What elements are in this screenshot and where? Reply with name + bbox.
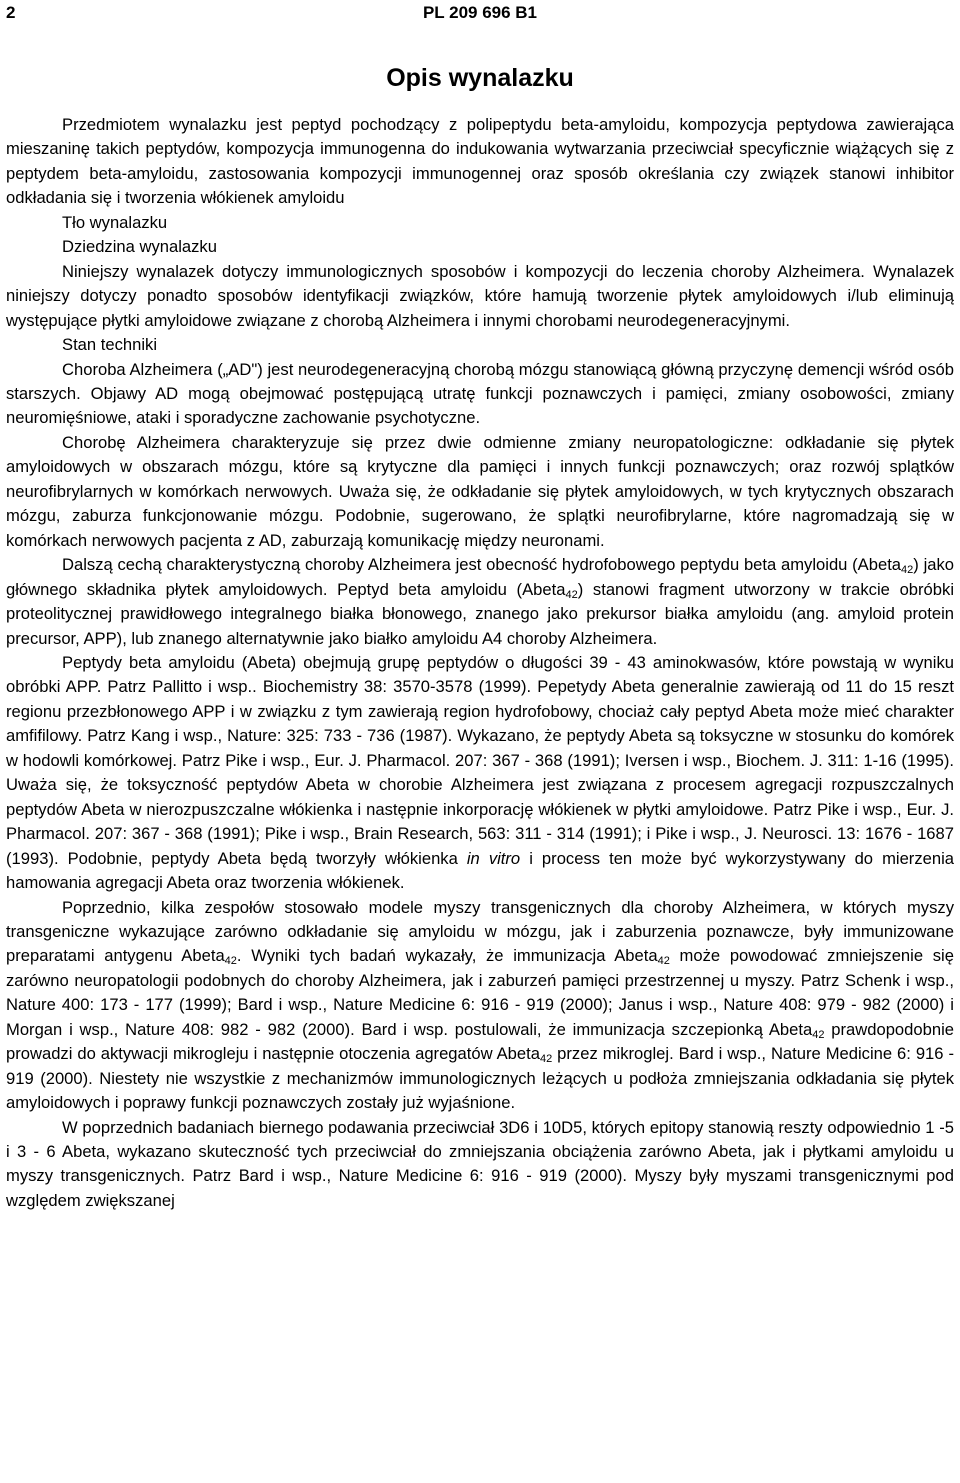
text-run: Poprzednio, kilka zespołów stosowało modele myszy transgenicznych dla choroby Alzheimera, w których myszy transgeniczne wykazujące zarówno odkładanie się amyloidu w mózgu, jak i zaburzenia poznawcze, były immunizowane preparatami antygenu Abeta: [6, 897, 954, 966]
text-run: ) jako głównego składnika płytek amyloidowych. Peptyd beta amyloidu (Abeta: [6, 555, 955, 599]
text-run: ) stanowi fragment utworzony w trakcie obróbki proteolitycznej prawidłowego integralnego białka błonowego, znanego jako prekursor białka amyloidu (ang. amyloid protein precursor, APP), lub znanego alternatywnie jako białko amyloidu A4 choroby Alzheimera.: [6, 579, 955, 648]
text-run: Dalszą cechą charakterystyczną choroby Alzheimera jest obecność hydrofobowego peptydu beta amyloidu (Abeta: [62, 555, 902, 575]
text-run: . Wyniki tych badań wykazały, że immunizacja Abeta: [236, 946, 658, 966]
paragraph-neuropathology: Chorobę Alzheimera charakteryzuje się przez dwie odmienne zmiany neuropatologiczne: odkładanie się płytek amyloidowych w obszarach mózgu, które są krytyczne dla pamięci i innych funkcji poznawczych; oraz rozwój splątków neurofibrylarnych w komórkach nerwowych. Uważa się, że odkładanie się płytek amyloidowych, w tych krytycznych obszarach mózgu, zaburza funkcjonowanie mózgu. Podobnie, sugerowano, że splątki neurofibrylarne, które nagromadzają się w komórkach nerwowych pacjenta z AD, zaburzają komunikację między neuronami.: [6, 432, 954, 550]
text-run: może powodować zmniejszenie się zarówno neuropatologii podobnych do choroby Alzheimera, jak i zaburzeń pamięci przestrzennej u myszy. Patrz Schenk i wsp., Nature 400: 173 - 177 (1999); Bard i wsp., Nature Medicine 6: 916 - 919 (2000); Janus i wsp., Nature 408: 979 - 982 (2000) i Morgan i wsp., Nature 408: 982 - 982 (2000). Bard i wsp. postulowali, że immunizacja szczepionką Abeta: [6, 946, 954, 1039]
document-body: [6, 113, 954, 1213]
patent-id: PL 209 696 B1: [422, 3, 538, 22]
text-run: przez mikroglej. Bard i wsp., Nature Medicine 6: 916 - 919 (2000). Niestety nie wszystkie z mechanizmów immunologicznych leżących u podłoża zmniejszania odkładania się płytek amyloidowych i poprawy funkcji poznawczych zostały już wyjaśnione.: [6, 1044, 954, 1113]
subscript: 42: [565, 588, 578, 601]
section-heading-background: Tło wynalazku: [62, 212, 168, 232]
page-number: 2: [6, 3, 16, 22]
document-title: Opis wynalazku: [386, 64, 574, 92]
page-header: [6, 0, 954, 26]
text-run: prawdopodobnie prowadzi do aktywacji mikrogleju i następnie otoczenia agregatów Abeta: [6, 1019, 954, 1064]
text-run: Peptydy beta amyloidu (Abeta) obejmują grupę peptydów o długości 39 - 43 aminokwasów, które powstają w wyniku obróbki APP. Patrz Pallitto i wsp.. Biochemistry 38: 3570-3578 (1999). Pepetydy Abeta generalnie zawierają od 11 do 15 reszt regionu przezbłonowego APP i w związku z tym zawierają region hydrofobowy, chociaż cały peptyd Abeta może mieć charakter amfifilowy. Patrz Kang i wsp., Nature: 325: 733 - 736 (1987). Wykazano, że peptydy Abeta są toksyczne w stosunku do komórek w hodowli komórkowej. Patrz Pike i wsp., Eur. J. Pharmacol. 207: 367 - 368 (1991); Iversen i wsp., Biochem. J. 311: 1-16 (1995). Uważa się, że toksyczność peptydów Abeta w chorobie Alzheimera jest związana z procesem agregacji rozpuszczalnych peptydów Abeta w nierozpuszczalne włókienka i następnie inkorporację włókienek w płytki amyloidowe. Patrz Pike i wsp., Eur. J. Pharmacol. 207: 367 - 368 (1991); Pike i wsp., Brain Research, 563: 311 - 314 (1991); i Pike i wsp., J. Neurosci. 13: 1676 - 1687 (1993). Podobnie, peptydy Abeta będą tworzyły włókienka: [6, 652, 954, 868]
paragraph-subject: Przedmiotem wynalazku jest peptyd pochodzący z polipeptydu beta-amyloidu, kompozycja peptydowa zawierająca mieszaninę takich peptydów, kompozycja immunogenna do indukowania wytwarzania przeciwciał specyficznie wiążących się z peptydem beta-amyloidu, zastosowania kompozycji immunogennej oraz sposób określania czy związek stanowi inhibitor odkładania się i tworzenia włókienek amyloidu: [6, 115, 954, 208]
paragraph-field: Niniejszy wynalazek dotyczy immunologicznych sposobów i kompozycji do leczenia choroby Alzheimera. Wynalazek niniejszy dotyczy ponadto sposobów identyfikacji związków, które hamują tworzenie płytek amyloidowych i/lub eliminują występujące płytki amyloidowe związane z chorobą Alzheimera i innymi chorobami neurodegeneracyjnymi.: [6, 261, 954, 330]
paragraph-alzheimer-intro: Choroba Alzheimera („AD") jest neurodegeneracyjną chorobą mózgu stanowiącą główną przyczynę demencji wśród osób starszych. Objawy AD mogą obejmować postępującą utratę funkcji poznawczych i pamięci, zmiany osobowości, zmiany neuromięśniowe, ataki i sporadyczne zachowanie psychotyczne.: [6, 359, 954, 428]
paragraph-abeta-toxicity: [6, 651, 954, 896]
paragraph-transgenic-mice: [6, 896, 954, 1116]
paragraph-passive-administration: W poprzednich badaniach biernego podawania przeciwciał 3D6 i 10D5, których epitopy stanowią reszty odpowiednio 1 -5 i 3 - 6 Abeta, wykazano skuteczność tych przeciwciał do zmniejszania obciążenia zarówno Abeta, jak i płytkami amyloidu u myszy transgenicznych. Patrz Bard i wsp., Nature Medicine 6: 916 - 919 (2000). Myszy były myszami transgenicznymi pod względem zwiększanej: [6, 1117, 954, 1210]
subscript: 42: [812, 1028, 825, 1041]
subscript: 42: [539, 1053, 553, 1066]
section-heading-field: Dziedzina wynalazku: [62, 237, 217, 257]
section-heading-prior-art: Stan techniki: [62, 335, 158, 355]
italic-text: in vitro: [466, 848, 521, 868]
subscript: 42: [657, 955, 670, 968]
text-run: i process ten może być wykorzystywany do mierzenia hamowania agregacji Abeta oraz tworzenia włókienek.: [6, 848, 954, 893]
subscript: 42: [224, 955, 237, 968]
paragraph-abeta-peptide: [6, 553, 954, 651]
subscript: 42: [901, 564, 914, 577]
